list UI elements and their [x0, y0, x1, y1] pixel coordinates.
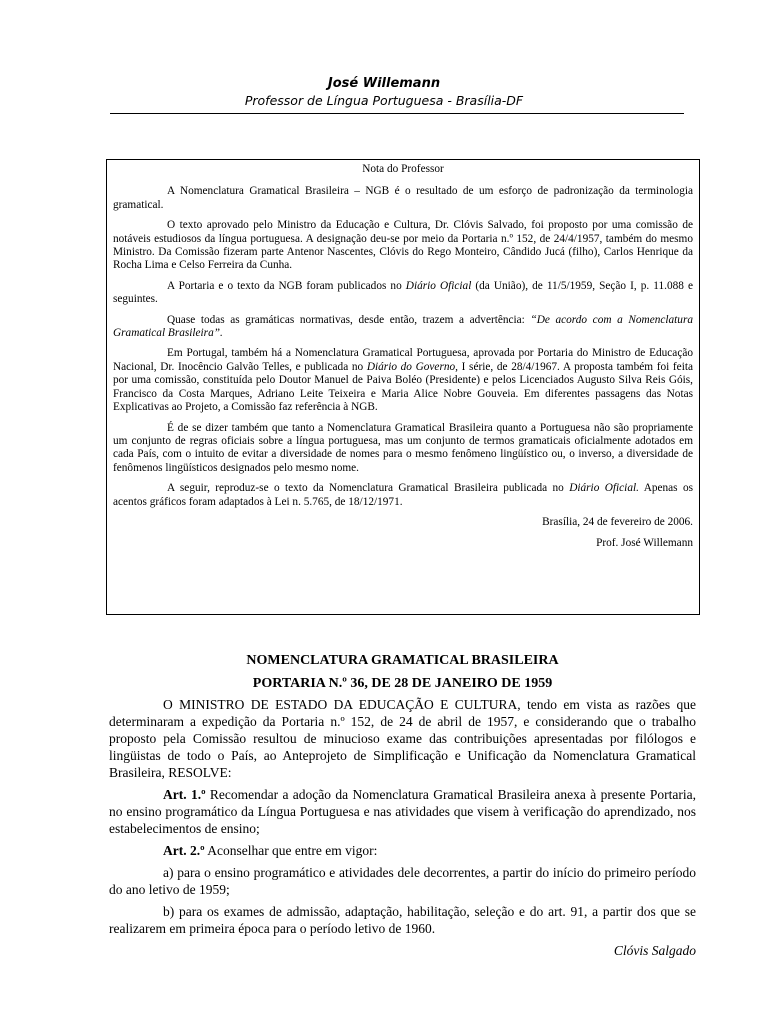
note-p3-emphasis: Diário Oficial: [405, 279, 472, 292]
note-signature: Prof. José Willemann: [596, 537, 693, 550]
article-2-item-b: b) para os exames de admissão, adaptação, habilitação, seleção e do art. 91, a partir dos que se realizarem em primeira época para o período letivo de 1960.: [109, 904, 696, 936]
article-2-item-a: a) para o ensino programático e atividades dele decorrentes, a partir do início do primeiro período do ano letivo de 1959;: [109, 865, 696, 897]
document-intro: O MINISTRO DE ESTADO DA EDUCAÇÃO E CULTURA, tendo em vista as razões que determinaram a expedição da Portaria n.º 152, de 24 de abril de 1957, e considerando que o trabalho proposto pela Comissão resultou de minucioso exame das contribuições apresentadas por filólogos e lingüistas de todo o País, ao Anteprojeto de Simplificação e Unificação da Nomenclatura Gramatical Brasileira, RESOLVE:: [109, 697, 696, 780]
note-p5-text: Em Portugal, também há a Nomenclatura Gramatical Portuguesa, aprovada por Portaria do Ministro de Educação Nacional, Dr. Inocêncio Galvão Telles, e publicada no: [113, 347, 693, 373]
article-1: [109, 786, 696, 837]
article-2-label: Art. 2.º: [163, 843, 205, 858]
professor-note-box: [106, 159, 700, 615]
article-1-label: Art. 1.º: [163, 787, 206, 802]
note-title: Nota do Professor: [362, 163, 444, 175]
note-p4-text: Quase todas as gramáticas normativas, desde então, trazem a advertência:: [167, 313, 531, 326]
note-p5-text-end: I série, de 28/4/1967. A proposta também foi feita por uma comissão, constituída pelo Doutor Manuel de Paiva Boléo (Presidente) e pelos Licenciados Augusto Silva Reis Góis, Francisco da Costa Marques, Adriano Leite Teixeira e Maria Alice Nobre Gouveia. Em diferentes passagens das Notas Explicativas ao Projeto, a Comissão faz referência à NGB.: [113, 360, 693, 414]
note-paragraph-1: A Nomenclatura Gramatical Brasileira – NGB é o resultado de um esforço de padronização da terminologia gramatical.: [113, 185, 693, 211]
note-p4-quote: “De acordo com a Nomenclatura Gramatical Brasileira”.: [113, 313, 694, 340]
article-2: [109, 842, 696, 859]
note-paragraph-5: [113, 347, 693, 414]
note-paragraph-3: [113, 280, 693, 307]
author-name: José Willemann: [327, 76, 441, 91]
document-title: NOMENCLATURA GRAMATICAL BRASILEIRA: [246, 653, 559, 668]
note-date: Brasília, 24 de fevereiro de 2006.: [542, 515, 693, 528]
article-2-text: Aconselhar que entre em vigor:: [204, 843, 378, 858]
note-p7-emphasis: Diário Oficial.: [569, 482, 639, 495]
note-p3-text-end: (da União), de 11/5/1959, Seção I, p. 11.088 e seguintes.: [113, 279, 693, 306]
note-paragraph-7: [113, 482, 693, 509]
note-paragraph-6: É de se dizer também que tanto a Nomenclatura Gramatical Brasileira quanto a Portuguesa não são propriamente um conjunto de regras oficiais sobre a língua portuguesa, mas um conjunto de termos gramaticais oficialmente adotados em cada País, com o intuito de evitar a diversidade de nomes para o mesmo fenômeno lingüístico ou, o inverso, a diversidade de fenômenos lingüísticos designados pelo mesmo nome.: [113, 421, 693, 474]
header-divider: [110, 113, 684, 114]
note-paragraph-4: [113, 314, 693, 341]
ordinance-document: [109, 652, 696, 964]
note-p5-emphasis: Diário do Governo,: [366, 360, 458, 373]
note-p7-text: A seguir, reproduz-se o texto da Nomenclatura Gramatical Brasileira publicada no: [167, 482, 570, 495]
page-header: [0, 75, 768, 109]
note-p3-text: A Portaria e o texto da NGB foram publicados no: [167, 279, 406, 292]
article-1-text: Recomendar a adoção da Nomenclatura Gramatical Brasileira anexa à presente Portaria, no ensino programático da Língua Portuguesa e nas atividades que visem à verificação do aprendizado, nos estabelecimentos de ensino;: [109, 787, 696, 836]
note-p7-text-end: Apenas os acentos gráficos foram adaptados à Lei n. 5.765, de 18/12/1971.: [113, 482, 694, 508]
author-role: Professor de Língua Portuguesa - Brasília-DF: [244, 93, 524, 108]
document-subtitle: PORTARIA N.º 36, DE 28 DE JANEIRO DE 1959: [252, 676, 553, 691]
document-signature: Clóvis Salgado: [613, 943, 696, 958]
note-paragraph-2: O texto aprovado pelo Ministro da Educação e Cultura, Dr. Clóvis Salvado, foi proposto por uma comissão de notáveis estudiosos da língua portuguesa. A designação deu-se por meio da Portaria n.º 152, de 24/4/1957, também do mesmo Ministro. Da Comissão fizeram parte Antenor Nascentes, Clóvis do Rego Monteiro, Cândido Jucá (filho), Carlos Henrique da Rocha Lima e Celso Ferreira da Cunha.: [113, 219, 693, 272]
